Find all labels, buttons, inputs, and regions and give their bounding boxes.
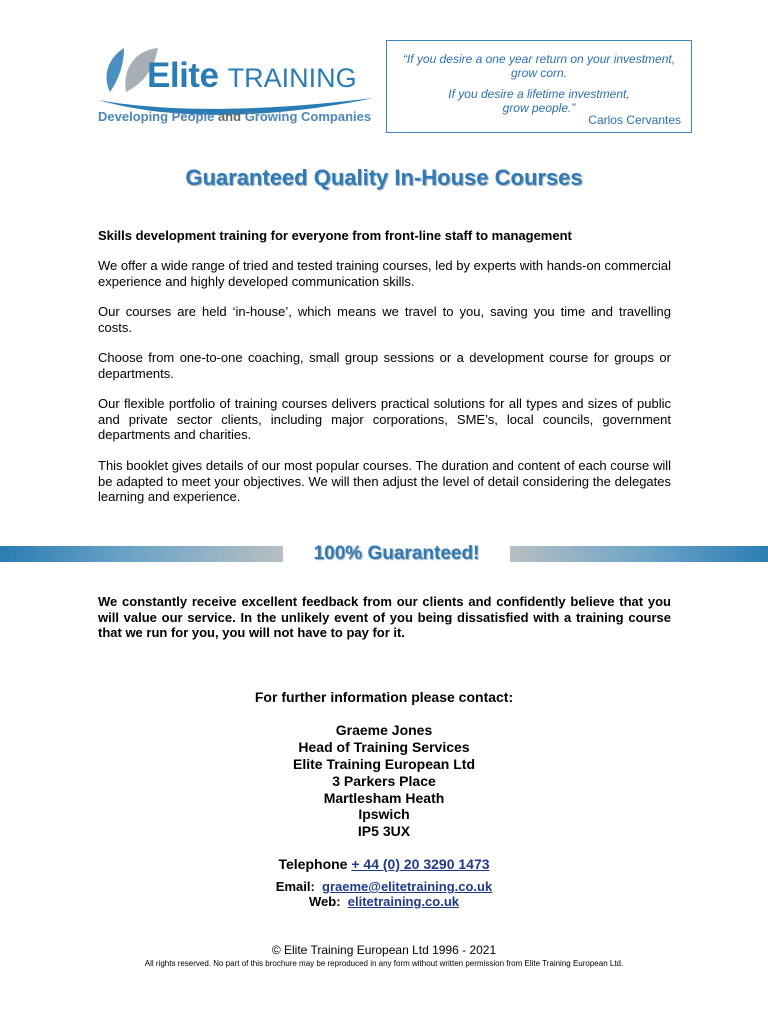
- logo-wordmark: Elite TRAINING: [147, 56, 357, 95]
- intro-subheading: Skills development training for everyone from front-line staff to management: [98, 228, 572, 243]
- page-title: Guaranteed Quality In-House Courses: [185, 165, 583, 190]
- intro-paragraph: Our flexible portfolio of training courses delivers practical solutions for all types and sizes of public and private sector clients, including major corporations, SME’s, local councils, government departments and charities.: [98, 396, 671, 442]
- contact-company: Elite Training European Ltd: [292, 756, 475, 772]
- web-link[interactable]: elitetraining.co.uk: [347, 894, 460, 909]
- quote-line: grow corn.: [510, 66, 568, 80]
- quote-line: “If you desire a one year return on your investment,: [402, 52, 676, 66]
- contact-role: Head of Training Services: [298, 739, 470, 755]
- email-label: Email:: [275, 879, 315, 894]
- web-line: [0, 894, 768, 909]
- banner-bar-left: [0, 546, 283, 562]
- quote-line: grow people.”: [502, 101, 576, 115]
- intro-paragraph: Choose from one-to-one coaching, small group sessions or a development course for groups or departments.: [98, 350, 671, 381]
- guarantee-text: We constantly receive excellent feedback from our clients and confidently believe that you will value our service. In the unlikely event of you being dissatisfied with a training course that we run for you, you will not have to pay for it.: [98, 594, 671, 640]
- banner-bar-right: [510, 546, 768, 562]
- contact-postcode: IP5 3UX: [357, 823, 411, 839]
- contact-heading: For further information please contact:: [254, 689, 514, 705]
- email-line: [0, 879, 768, 894]
- copyright-text: © Elite Training European Ltd 1996 - 2021: [271, 943, 497, 957]
- quote-line: If you desire a lifetime investment,: [448, 87, 630, 101]
- intro-paragraph: This booklet gives details of our most popular courses. The duration and content of each course will be adapted to meet your objectives. We will then adjust the level of detail considering the delegates learning and experience.: [98, 458, 671, 504]
- tagline: Developing People and Growing Companies: [98, 109, 372, 124]
- contact-city: Ipswich: [358, 806, 410, 822]
- telephone-line: [0, 856, 768, 872]
- email-link[interactable]: graeme@elitetraining.co.uk: [322, 879, 493, 894]
- telephone-label: Telephone: [278, 856, 348, 872]
- quote-box: [386, 40, 692, 133]
- rights-text: All rights reserved. No part of this brochure may be reproduced in any form without written permission from Elite Training European Ltd.: [144, 959, 624, 968]
- quote-author: Carlos Cervantes: [588, 113, 681, 127]
- contact-address-line: 3 Parkers Place: [332, 773, 436, 789]
- contact-name: Graeme Jones: [335, 722, 433, 738]
- guarantee-heading: 100% Guaranteed!: [313, 543, 480, 564]
- web-label: Web:: [308, 894, 341, 909]
- intro-paragraph: We offer a wide range of tried and tested training courses, led by experts with hands-on commercial experience and highly developed communication skills.: [98, 258, 671, 289]
- telephone-link[interactable]: + 44 (0) 20 3290 1473: [351, 856, 490, 872]
- intro-paragraph: Our courses are held ‘in-house’, which means we travel to you, saving you time and travelling costs.: [98, 304, 671, 335]
- contact-address-line: Martlesham Heath: [323, 790, 445, 806]
